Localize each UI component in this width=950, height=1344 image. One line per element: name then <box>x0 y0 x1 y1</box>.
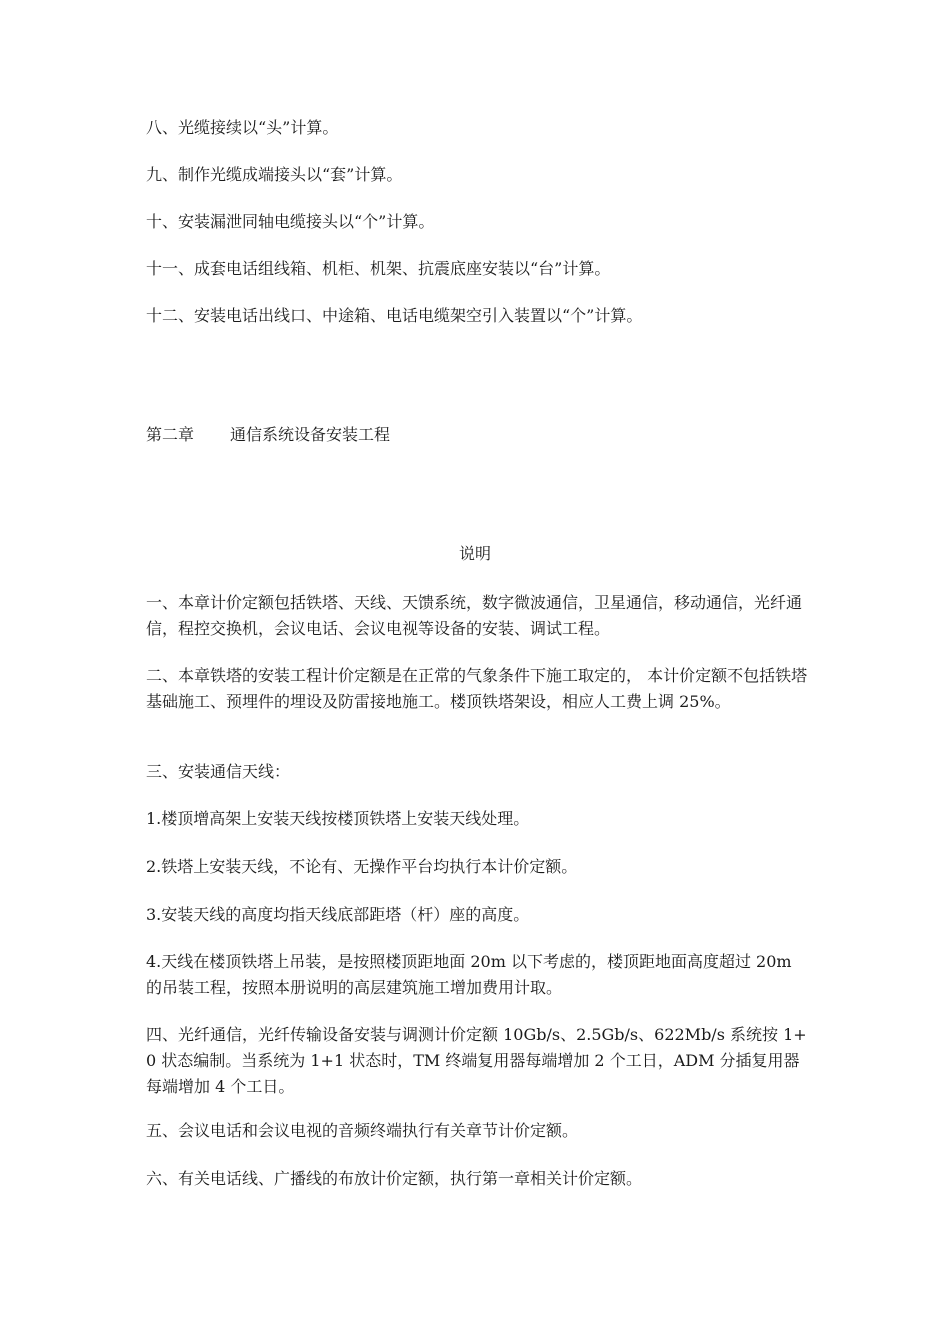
item-ten: 十、安装漏泄同轴电缆接头以“个”计算。 <box>146 212 435 231</box>
chapter-heading <box>146 422 390 448</box>
chapter-number: 第二章 <box>146 425 195 444</box>
item-twelve: 十二、安装电话出线口、中途箱、电话电缆架空引入装置以“个”计算。 <box>146 306 643 325</box>
note-one: 一、本章计价定额包括铁塔、天线、天馈系统，数字微波通信，卫星通信，移动通信，光纤通信，程控交换机，会议电话、会议电视等设备的安装、调试工程。 <box>146 593 803 638</box>
note-four: 四、光纤通信，光纤传输设备安装与调测计价定额 10Gb/s、2.5Gb/s、622Mb/s 系统按 1+0 状态编制。当系统为 1+1 状态时，TM 终端复用器每端增加 2 个工日，ADM 分插复用器每端增加 4 个工日。 <box>146 1025 807 1096</box>
note-three-sub-3: 3.安装天线的高度均指天线底部距塔（杆）座的高度。 <box>146 905 530 924</box>
note-six: 六、有关电话线、广播线的布放计价定额，执行第一章相关计价定额。 <box>146 1169 643 1188</box>
note-three-sub-2: 2.铁塔上安装天线，不论有、无操作平台均执行本计价定额。 <box>146 857 578 876</box>
item-nine: 九、制作光缆成端接头以“套”计算。 <box>146 165 403 184</box>
note-five: 五、会议电话和会议电视的音频终端执行有关章节计价定额。 <box>146 1121 579 1140</box>
note-three-sub-1: 1.楼顶增高架上安装天线按楼顶铁塔上安装天线处理。 <box>146 809 530 828</box>
item-eight: 八、光缆接续以“头”计算。 <box>146 118 339 137</box>
section-heading: 说明 <box>458 544 491 563</box>
note-three: 三、安装通信天线： <box>146 762 291 781</box>
item-eleven: 十一、成套电话组线箱、机柜、机架、抗震底座安装以“台”计算。 <box>146 259 611 278</box>
note-three-sub-4: 4.天线在楼顶铁塔上吊装，是按照楼顶距地面 20m 以下考虑的，楼顶距地面高度超过 20m 的吊装工程，按照本册说明的高层建筑施工增加费用计取。 <box>146 952 797 997</box>
chapter-title: 通信系统设备安装工程 <box>230 425 391 444</box>
note-two: 二、本章铁塔的安装工程计价定额是在正常的气象条件下施工取定的， 本计价定额不包括铁塔基础施工、预埋件的埋设及防雷接地施工。楼顶铁塔架设，相应人工费上调 25%。 <box>146 666 808 711</box>
